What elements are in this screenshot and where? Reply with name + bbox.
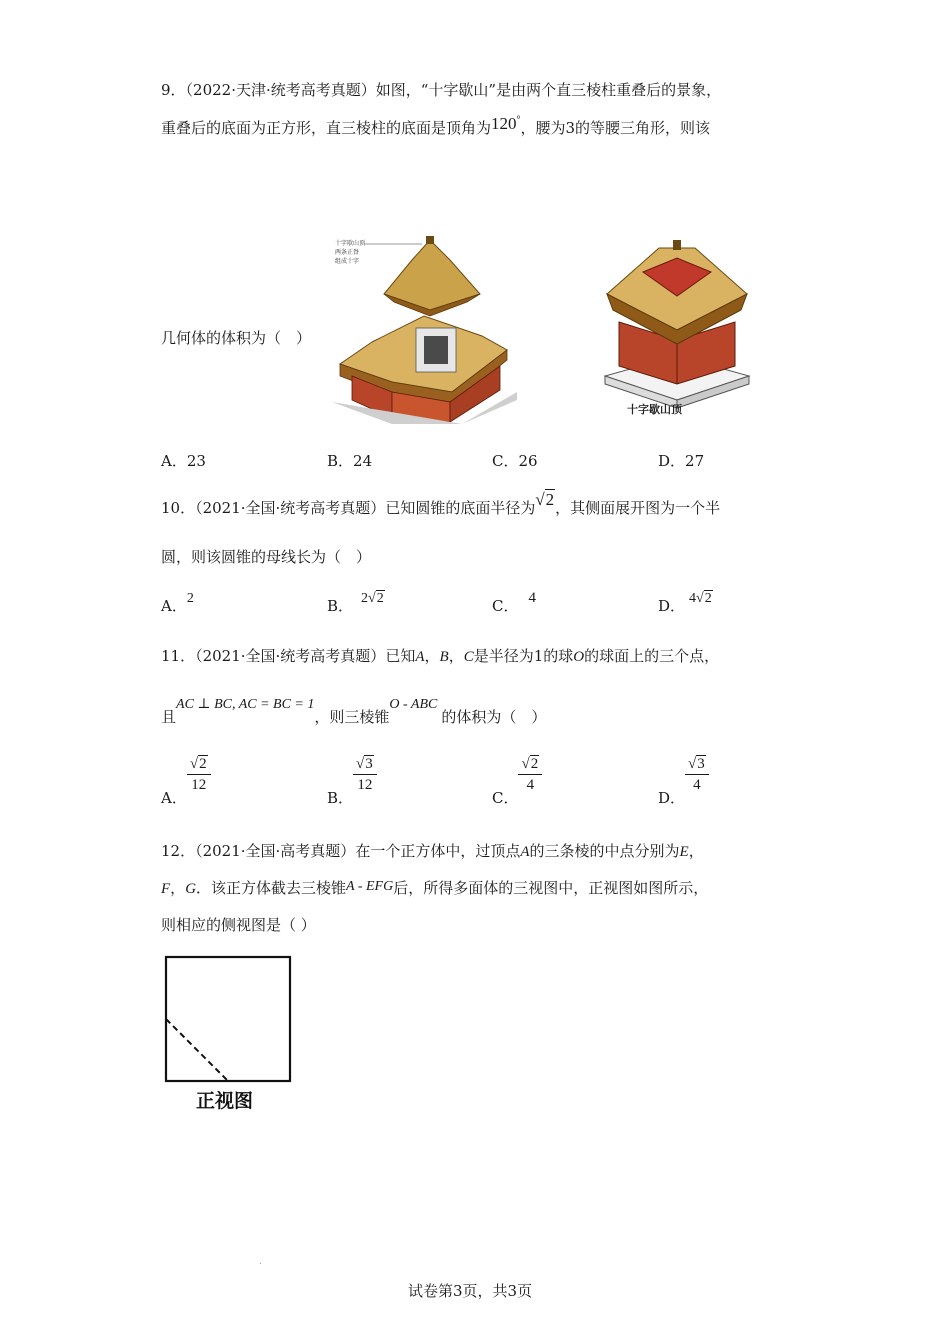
q9-figure-left-labels	[335, 239, 366, 265]
q10-option-a-coef: 2	[186, 591, 194, 606]
q11-pyramid: O - ABC	[389, 697, 438, 712]
q11-point-b: B	[439, 649, 449, 665]
q10-option-b[interactable]	[327, 591, 385, 616]
q12-line2-text-b: 后，所得多面体的三视图中，正视图如图所示，	[393, 879, 709, 897]
q12-line2	[161, 877, 708, 898]
q11-option-a-numerator: √2	[187, 756, 211, 775]
q11-option-b-fraction	[353, 756, 377, 794]
q9-line1-text: 如图，“十字歇山”是由两个直三棱柱重叠后的景象，	[375, 81, 722, 99]
q9-line2-text-a: 重叠后的底面为正方形，直三棱柱的底面是顶角为	[161, 119, 492, 137]
q10-option-a[interactable]	[161, 591, 194, 616]
q12-point-f: F	[161, 881, 171, 897]
q10-line2: 圆，则该圆锥的母线长为（ ）	[161, 548, 372, 566]
q9-option-d-value: 27	[685, 452, 705, 470]
q12-line1-text-a: 在一个正方体中，过顶点	[355, 842, 521, 860]
q9-line2	[161, 114, 711, 138]
q12-vertex: A	[520, 844, 530, 860]
q12-source: （2021·全国·高考真题）	[195, 842, 356, 860]
q9-angle	[491, 114, 521, 133]
q10-option-b-coef: 2	[361, 591, 369, 606]
q11-option-b-denominator: 12	[357, 777, 373, 793]
q12-line1	[161, 840, 704, 861]
q10-option-c-value	[528, 590, 536, 606]
q11-line1-text-c: 的球面上的三个点，	[584, 647, 720, 665]
q10-option-b-root: 2	[376, 591, 384, 606]
q12-point-e: E	[679, 844, 689, 860]
q9-option-b-value: 24	[353, 452, 373, 470]
q10-option-c-letter: C．	[492, 597, 519, 615]
q10-source: （2021·全国·统考高考真题）	[195, 499, 386, 517]
q11-option-d-numerator: √3	[685, 756, 709, 775]
q11-option-d-denominator: 4	[693, 777, 701, 793]
q12-line1-sep: ，	[688, 842, 704, 860]
q11-option-d-letter: D．	[658, 789, 686, 807]
q11-line2-mid: ，则三棱锥	[314, 708, 390, 726]
q11-line1-text-a: 已知	[385, 647, 416, 665]
q9-line2-text-b: ，腰为3的等腰三角形，则该	[520, 119, 711, 137]
q9-figure-cross-roof	[597, 238, 757, 418]
q9-option-b-letter: B．	[327, 452, 354, 470]
q12-front-view-dashed-edge	[166, 1019, 228, 1081]
q9-source: （2022·天津·统考高考真题）	[185, 81, 376, 99]
q9-option-c-letter: C．	[492, 452, 519, 470]
q12-number: 12．	[161, 842, 196, 860]
q11-option-a[interactable]	[161, 756, 211, 807]
q11-sep-2: ，	[448, 647, 464, 665]
q11-option-c-fraction	[518, 756, 542, 794]
q11-line1	[161, 645, 719, 666]
q9-figure-label-1: 十字歇山顶	[335, 240, 366, 247]
q11-center: O	[573, 649, 585, 665]
q9-angle-unit: °	[516, 114, 521, 126]
q10-radius-root: 2	[545, 490, 555, 509]
q12-line2-text-a: ．该正方体截去三棱锥	[196, 879, 347, 897]
q9-option-a-value: 23	[186, 452, 206, 470]
q11-option-c-root: 2	[530, 756, 539, 772]
q9-number: 9．	[161, 81, 186, 99]
q11-point-a: A	[415, 649, 425, 665]
footer-page-number: 试卷第3页，共3页	[408, 1282, 533, 1300]
q11-option-c[interactable]	[492, 756, 542, 807]
q10-option-d-value: 4√2	[689, 591, 712, 606]
q10-option-b-value: 2√2	[361, 591, 384, 606]
q11-option-a-denominator: 12	[191, 777, 207, 793]
q11-option-a-root: 2	[199, 756, 207, 772]
q9-option-d-letter: D．	[658, 452, 686, 470]
q9-option-a-letter: A．	[161, 452, 187, 470]
footer-dot: .	[259, 1257, 262, 1267]
q11-line2-prefix: 且	[161, 708, 177, 726]
q11-option-c-letter: C．	[492, 789, 519, 807]
q9-option-c[interactable]	[492, 450, 538, 471]
q9-option-c-value: 26	[518, 452, 538, 470]
q11-option-d[interactable]	[658, 756, 709, 807]
q11-option-b-numerator: √3	[353, 756, 377, 775]
q9-figure-caption: 十字歇山顶	[627, 403, 682, 416]
q12-pyramid: A - EFG	[346, 879, 394, 894]
q11-number: 11．	[161, 647, 196, 665]
q9-figure-label-2: 两条正脊	[335, 249, 360, 256]
q11-option-c-denominator: 4	[526, 777, 535, 793]
q10-option-d-coef: 4	[689, 591, 697, 606]
q10-option-c[interactable]	[492, 590, 536, 616]
q9-option-b[interactable]	[327, 450, 372, 471]
q11-line2-suffix: 的体积为（ ）	[441, 708, 547, 726]
q11-option-a-fraction	[187, 756, 211, 794]
q11-option-d-fraction	[685, 756, 709, 794]
q10-radius: √2	[535, 490, 555, 509]
q11-option-b[interactable]	[327, 756, 377, 807]
q11-condition: AC ⊥ BC, AC = BC = 1	[176, 697, 315, 712]
q12-line2-sep1: ，	[170, 879, 186, 897]
q11-option-d-root: 3	[697, 756, 705, 772]
q9-angle-value: 120	[491, 114, 517, 133]
q9-option-a[interactable]	[161, 450, 206, 471]
q9-figure-label-3: 组成十字	[335, 258, 360, 265]
q11-sep-1: ，	[424, 647, 440, 665]
q9-line3: 几何体的体积为（ ）	[161, 329, 312, 347]
q10-option-d[interactable]	[658, 591, 713, 616]
q10-line1-text-b: ，其侧面展开图为一个半	[555, 499, 721, 517]
q12-front-view-square	[166, 957, 290, 1081]
q10-option-a-value	[187, 591, 194, 606]
q11-option-c-numerator: √2	[518, 756, 542, 775]
q10-number: 10．	[161, 499, 196, 517]
q11-option-b-letter: B．	[327, 789, 354, 807]
q12-line3: 则相应的侧视图是（ ）	[161, 916, 316, 934]
q12-front-view-figure	[160, 952, 300, 1118]
q11-option-a-letter: A．	[161, 789, 187, 807]
q12-point-g: G	[185, 881, 197, 897]
q11-point-c: C	[463, 649, 474, 665]
q10-option-c-coef: 4	[528, 590, 536, 606]
q10-option-d-root: 2	[704, 591, 712, 606]
q10-option-a-letter: A．	[161, 597, 187, 615]
q9-option-d[interactable]	[658, 450, 704, 471]
q10-option-b-letter: B．	[327, 597, 354, 615]
q12-front-view-caption: 正视图	[196, 1090, 254, 1112]
q11-option-b-root: 3	[365, 756, 373, 772]
q10-option-d-letter: D．	[658, 597, 686, 615]
q12-line1-text-b: 的三条棱的中点分别为	[529, 842, 680, 860]
q11-line1-text-b: 是半径为1的球	[473, 647, 574, 665]
q11-source: （2021·全国·统考高考真题）	[195, 647, 386, 665]
q9-line1	[161, 79, 721, 100]
q9-figure-exploded-roof	[332, 232, 517, 424]
q10-line1-text-a: 已知圆锥的底面半径为	[385, 499, 536, 517]
q10-line1	[161, 490, 721, 518]
q11-line2	[161, 697, 547, 727]
